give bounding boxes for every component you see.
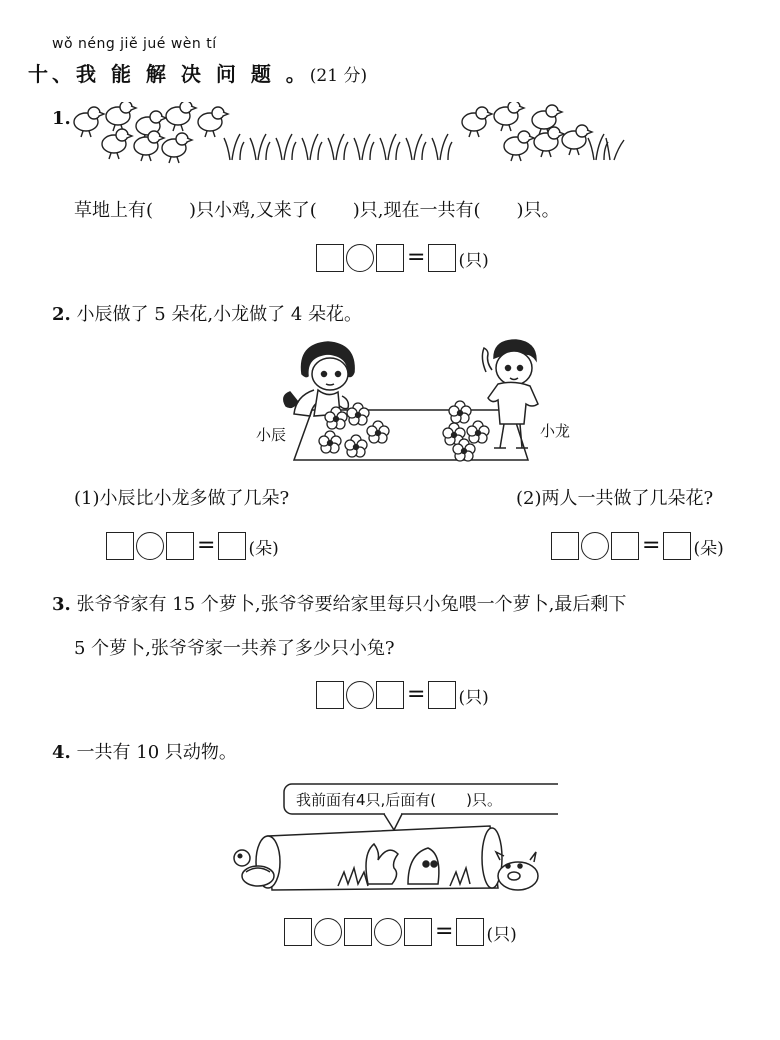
answer-box[interactable] [218,532,246,560]
operator-circle[interactable] [374,918,402,946]
q2-question [52,300,362,326]
q2-question-text: 小辰做了 5 朵花,小龙做了 4 朵花。 [76,304,363,325]
q1-question-text: 草地上有( )只小鸡,又来了( )只,现在一共有( )只。 [74,200,560,221]
equals-sign: = [435,919,454,944]
answer-box[interactable] [284,918,312,946]
answer-box[interactable] [376,681,404,709]
q1-chicks-grass-illustration [70,102,630,168]
q2-label-xiaolong: 小龙 [540,422,571,440]
speech-bubble-text: 我前面有4只,后面有( )只。 [296,791,503,809]
q4-question [52,738,237,764]
q4-question-text: 一共有 10 只动物。 [76,742,237,763]
section-title [28,58,367,87]
equals-sign: = [642,533,661,558]
q2-children-flowers-illustration [250,338,580,466]
q1-number: 1. [52,108,71,129]
equals-sign: = [197,533,216,558]
q2-label-xiaochen: 小辰 [256,426,287,444]
unit-label: (只) [458,687,489,708]
q2-sub1-text: (1)小辰比小龙多做了几朵? [74,488,290,509]
operator-circle[interactable] [581,532,609,560]
q3-equation [316,680,489,710]
answer-box[interactable] [106,532,134,560]
q3-question-line1 [52,590,626,616]
answer-box[interactable] [316,681,344,709]
answer-box[interactable] [551,532,579,560]
q4-tunnel-animals-illustration [228,780,558,892]
q2-sub1-equation [106,531,279,561]
q4-equation [284,917,517,947]
equals-sign: = [407,245,426,270]
answer-box[interactable] [456,918,484,946]
answer-box[interactable] [166,532,194,560]
answer-box[interactable] [428,244,456,272]
q2-sub2-text: (2)两人一共做了几朵花? [516,488,714,509]
unit-label: (只) [458,250,489,271]
answer-box[interactable] [428,681,456,709]
answer-box[interactable] [316,244,344,272]
section-pinyin: wǒ néng jiě jué wèn tí [52,36,217,52]
section-score: (21 分) [309,66,368,86]
answer-box[interactable] [344,918,372,946]
q2-number: 2. [52,304,71,325]
operator-circle[interactable] [314,918,342,946]
q3-number: 3. [52,594,71,615]
section-title-text: 十、我 能 解 决 问 题 。 [28,62,310,86]
answer-box[interactable] [611,532,639,560]
operator-circle[interactable] [346,244,374,272]
operator-circle[interactable] [346,681,374,709]
q1-equation [316,243,489,273]
q2-sub2-equation [551,531,724,561]
answer-box[interactable] [663,532,691,560]
q3-question-line2: 5 个萝卜,张爷爷家一共养了多少只小兔? [74,638,395,659]
q4-number: 4. [52,742,71,763]
unit-label: (朵) [248,538,279,559]
unit-label: (只) [486,924,517,945]
q3-line1-text: 张爷爷家有 15 个萝卜,张爷爷要给家里每只小兔喂一个萝卜,最后剩下 [76,594,627,615]
answer-box[interactable] [404,918,432,946]
equals-sign: = [407,682,426,707]
answer-box[interactable] [376,244,404,272]
unit-label: (朵) [693,538,724,559]
operator-circle[interactable] [136,532,164,560]
girl-figure [284,342,354,416]
